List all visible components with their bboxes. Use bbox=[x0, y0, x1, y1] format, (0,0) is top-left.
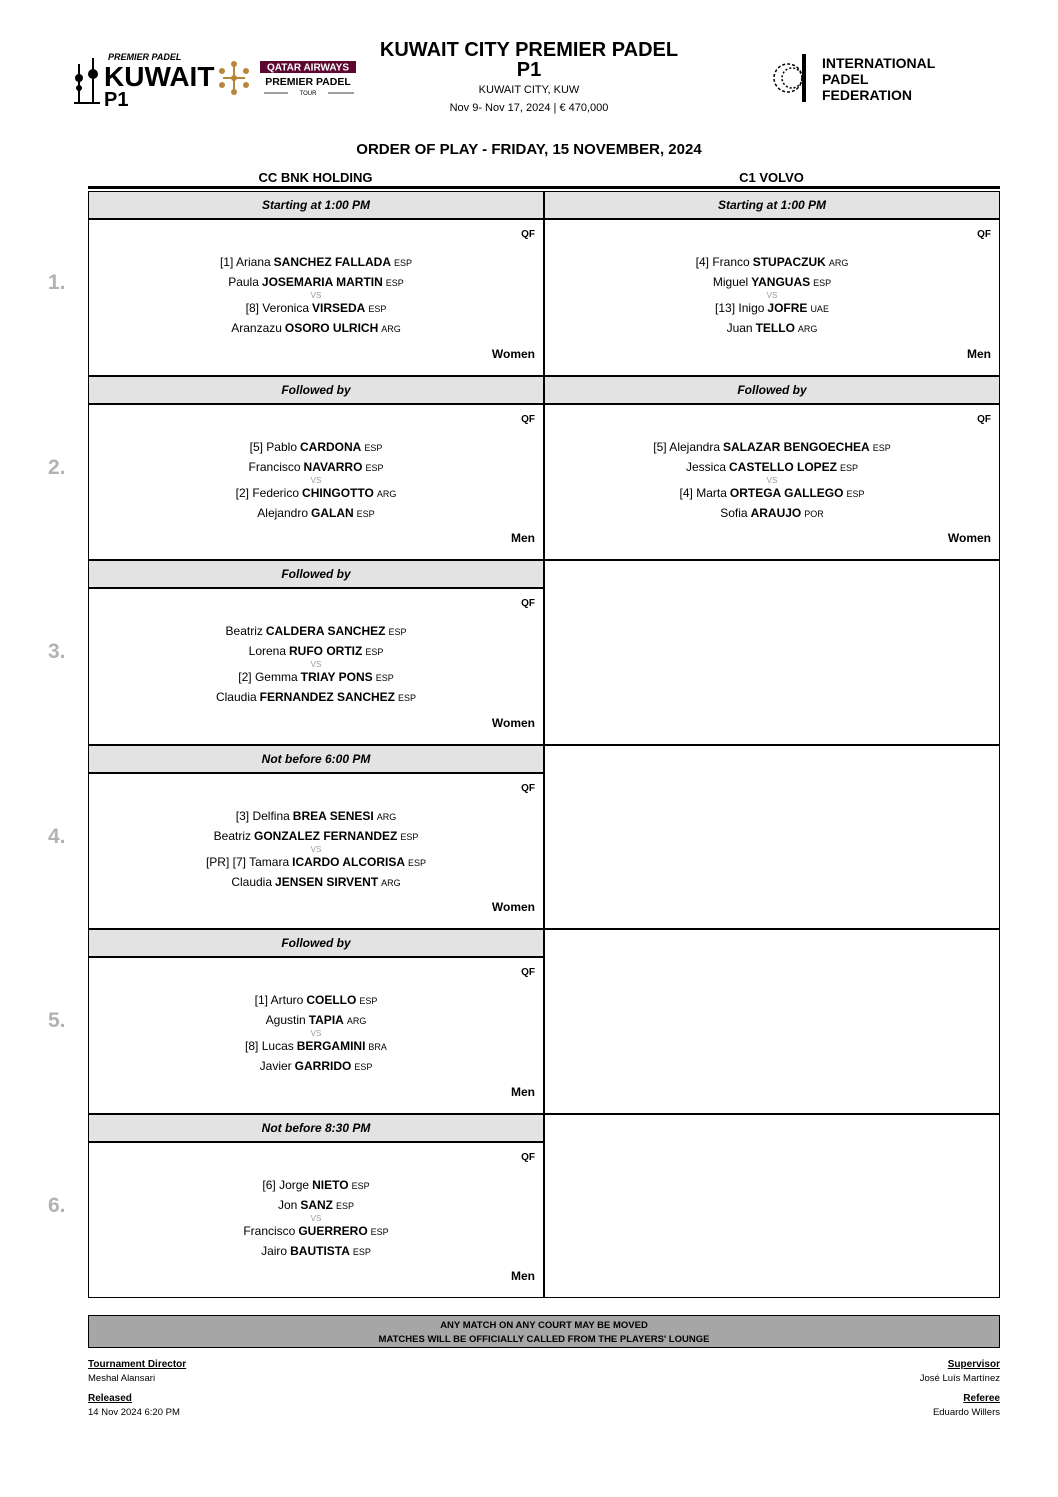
player-surname: TELLO bbox=[755, 321, 795, 335]
row-number: 6. bbox=[48, 1193, 66, 1217]
match-category: Men bbox=[511, 531, 535, 545]
player-surname: CASTELLO LOPEZ bbox=[729, 459, 837, 474]
match-players bbox=[89, 623, 543, 709]
referee-label: Referee bbox=[963, 1393, 1000, 1404]
match-category: Women bbox=[491, 900, 535, 914]
released-value: 14 Nov 2024 6:20 PM bbox=[88, 1407, 180, 1418]
match-round: QF bbox=[977, 229, 991, 240]
player-first-name: Jessica bbox=[685, 459, 726, 474]
match-cell-left bbox=[88, 376, 544, 561]
versus-label: VS bbox=[310, 660, 322, 669]
match-players bbox=[89, 254, 543, 340]
player-surname: JOSEMARIA MARTIN bbox=[261, 275, 383, 289]
player-surname: BERGAMINI bbox=[296, 1039, 366, 1053]
match-cell-left bbox=[88, 191, 544, 376]
player-surname: GONZALEZ FERNANDEZ bbox=[254, 828, 398, 843]
notice-line2: MATCHES WILL BE OFFICIALLY CALLED FROM THE PLAYERS' LOUNGE bbox=[378, 1334, 710, 1345]
player-first-name: [2] Federico bbox=[235, 485, 300, 500]
player-surname: OSORO ULRICH bbox=[284, 321, 379, 335]
match-start-time: Followed by bbox=[89, 930, 543, 958]
player-nationality: ESP bbox=[364, 442, 383, 453]
player bbox=[545, 320, 999, 340]
player-nationality: ARG bbox=[381, 877, 401, 888]
player-nationality: ESP bbox=[356, 508, 375, 519]
referee-name: Eduardo Willers bbox=[932, 1407, 1000, 1418]
qatar-line3: TOUR bbox=[299, 91, 317, 97]
match-players bbox=[545, 439, 999, 525]
match-start-time: Starting at 1:00 PM bbox=[89, 192, 543, 220]
player-first-name: [5] Pablo bbox=[249, 439, 297, 454]
match-category: Women bbox=[491, 346, 535, 361]
released-label: Released bbox=[88, 1393, 132, 1404]
match-start-time: Not before 8:30 PM bbox=[89, 1115, 543, 1143]
match-category: Women bbox=[947, 531, 991, 545]
row-number: 2. bbox=[48, 455, 66, 479]
match-round: QF bbox=[521, 1151, 535, 1163]
player bbox=[89, 254, 543, 274]
row-number: 5. bbox=[48, 1009, 66, 1032]
versus-label: VS bbox=[310, 475, 322, 485]
released-info bbox=[88, 1393, 180, 1418]
player-surname: NIETO bbox=[312, 1177, 349, 1192]
player-surname: SANZ bbox=[300, 1197, 333, 1212]
logo-left-sub: P1 bbox=[104, 89, 129, 111]
match-start-time: Followed by bbox=[89, 377, 543, 405]
player bbox=[545, 485, 999, 505]
match-start-time: Starting at 1:00 PM bbox=[545, 192, 999, 220]
player-nationality: ESP bbox=[365, 647, 384, 657]
player-surname: ARAUJO bbox=[750, 505, 802, 520]
player-nationality: ARG bbox=[346, 1016, 367, 1026]
player-nationality: ESP bbox=[359, 996, 378, 1006]
player-nationality: UAE bbox=[810, 304, 829, 314]
player-surname: GARRIDO bbox=[294, 1059, 352, 1073]
player-nationality: ARG bbox=[381, 324, 401, 334]
player-surname: TRIAY PONS bbox=[300, 670, 373, 684]
player-first-name: Miguel bbox=[712, 275, 749, 289]
match-start-time: Followed by bbox=[545, 377, 999, 405]
player-first-name: Juan bbox=[726, 321, 753, 335]
player-first-name: Aranzazu bbox=[231, 321, 282, 335]
player bbox=[89, 854, 543, 874]
match-round: QF bbox=[521, 782, 535, 794]
schedule-row bbox=[88, 376, 1000, 561]
player-surname: BREA SENESI bbox=[292, 808, 374, 823]
player-first-name: Francisco bbox=[248, 459, 301, 474]
player-nationality: ESP bbox=[408, 857, 427, 868]
versus-label: VS bbox=[310, 1213, 322, 1223]
player-surname: CARDONA bbox=[300, 439, 362, 454]
player bbox=[89, 439, 543, 459]
referee-info bbox=[933, 1393, 1000, 1418]
match-category: Men bbox=[511, 1084, 535, 1099]
player-surname: GALAN bbox=[311, 505, 354, 520]
empty-cell bbox=[544, 1114, 1000, 1299]
player bbox=[89, 992, 543, 1012]
player-nationality: ESP bbox=[351, 1180, 370, 1191]
player-surname: SALAZAR BENGOECHEA bbox=[723, 439, 870, 454]
player-first-name: [8] Lucas bbox=[245, 1039, 294, 1053]
player bbox=[545, 254, 999, 274]
player bbox=[89, 485, 543, 505]
tournament-location: KUWAIT CITY, KUW bbox=[478, 84, 580, 96]
match-cell-right bbox=[544, 191, 1000, 376]
row-number: 3. bbox=[48, 640, 66, 663]
player-first-name: Javier bbox=[259, 1059, 292, 1073]
match-players bbox=[89, 439, 543, 525]
ipf-line3: FEDERATION bbox=[822, 87, 912, 103]
player-first-name: [13] Inigo bbox=[715, 301, 765, 315]
player-nationality: ARG bbox=[828, 258, 849, 268]
match-round: QF bbox=[521, 598, 535, 609]
player-nationality: ARG bbox=[797, 324, 818, 334]
player-first-name: [1] Arturo bbox=[254, 993, 304, 1007]
player bbox=[545, 300, 999, 320]
player-surname: JENSEN SIRVENT bbox=[275, 874, 379, 889]
player-surname: COELLO bbox=[306, 993, 357, 1007]
player-nationality: ESP bbox=[846, 488, 865, 499]
ipf-line1: INTERNATIONAL bbox=[822, 55, 936, 71]
player-surname: TAPIA bbox=[308, 1013, 344, 1027]
versus-label: VS bbox=[310, 291, 322, 300]
player bbox=[89, 1058, 543, 1078]
row-number: 4. bbox=[48, 824, 66, 848]
schedule-row bbox=[88, 560, 1000, 745]
player-first-name: Claudia bbox=[231, 874, 273, 889]
player-nationality: ESP bbox=[400, 831, 419, 842]
player-nationality: ESP bbox=[872, 442, 891, 453]
player-first-name: Alejandro bbox=[257, 505, 308, 520]
supervisor-label: Supervisor bbox=[947, 1359, 1000, 1370]
player-surname: NAVARRO bbox=[303, 459, 363, 474]
player-first-name: Beatriz bbox=[225, 624, 263, 638]
court-name-right: C1 VOLVO bbox=[739, 170, 804, 185]
player-first-name: [3] Delfina bbox=[235, 808, 290, 823]
player-first-name: [8] Veronica bbox=[245, 301, 309, 315]
player bbox=[89, 1038, 543, 1058]
supervisor-info bbox=[920, 1359, 1000, 1384]
player bbox=[89, 689, 543, 709]
player-first-name: Sofia bbox=[720, 505, 748, 520]
player-first-name: Claudia bbox=[215, 690, 257, 704]
player-nationality: ESP bbox=[365, 462, 384, 473]
player-nationality: ARG bbox=[376, 811, 397, 822]
player-nationality: ESP bbox=[813, 278, 832, 288]
match-cell-left bbox=[88, 560, 544, 745]
player-nationality: ESP bbox=[354, 1062, 373, 1072]
player-surname: BAUTISTA bbox=[290, 1243, 350, 1258]
court-divider bbox=[88, 186, 1000, 189]
schedule-row bbox=[88, 1114, 1000, 1299]
player-surname: STUPACZUK bbox=[752, 255, 826, 269]
player-surname: VIRSEDA bbox=[312, 301, 366, 315]
schedule-row bbox=[88, 929, 1000, 1114]
player-nationality: BRA bbox=[368, 1042, 387, 1052]
player bbox=[89, 1243, 543, 1263]
player bbox=[89, 874, 543, 894]
empty-cell bbox=[544, 929, 1000, 1114]
notice-box bbox=[88, 1315, 1000, 1348]
versus-label: VS bbox=[310, 844, 322, 854]
player-first-name: Francisco bbox=[243, 1223, 296, 1238]
player-first-name: [4] Marta bbox=[679, 485, 727, 500]
player-first-name: [PR] [7] Tamara bbox=[205, 854, 290, 869]
player-nationality: ARG bbox=[376, 488, 397, 499]
match-players bbox=[545, 254, 999, 340]
versus-label: VS bbox=[766, 291, 778, 300]
player-first-name: Jon bbox=[277, 1197, 298, 1212]
tournament-dates-prize: Nov 9- Nov 17, 2024 | € 470,000 bbox=[449, 102, 609, 114]
player bbox=[89, 623, 543, 643]
player-nationality: ESP bbox=[388, 627, 407, 637]
match-start-time: Not before 6:00 PM bbox=[89, 746, 543, 774]
match-round: QF bbox=[977, 413, 991, 425]
tournament-director bbox=[88, 1359, 186, 1384]
player-surname: SANCHEZ FALLADA bbox=[273, 255, 391, 269]
qatar-line1: QATAR AIRWAYS bbox=[266, 62, 350, 74]
order-of-play-title: ORDER OF PLAY - FRIDAY, 15 NOVEMBER, 2024 bbox=[356, 141, 702, 158]
player bbox=[89, 808, 543, 828]
tournament-tier: P1 bbox=[516, 59, 542, 81]
qatar-line2: PREMIER PADEL bbox=[265, 76, 351, 88]
director-name: Meshal Alansari bbox=[88, 1373, 156, 1384]
ipf-logo bbox=[772, 50, 936, 106]
player-surname: GUERRERO bbox=[298, 1223, 368, 1238]
schedule-row bbox=[88, 745, 1000, 930]
player-surname: CHINGOTTO bbox=[302, 485, 374, 500]
player-surname: RUFO ORTIZ bbox=[289, 644, 363, 658]
player-nationality: ESP bbox=[840, 462, 859, 473]
player-first-name: Jairo bbox=[261, 1243, 288, 1258]
match-start-time: Followed by bbox=[89, 561, 543, 589]
match-round: QF bbox=[521, 413, 535, 425]
match-players bbox=[89, 808, 543, 894]
kuwait-p1-logo bbox=[70, 50, 215, 111]
versus-label: VS bbox=[766, 475, 778, 485]
match-round: QF bbox=[521, 229, 535, 240]
player bbox=[89, 505, 543, 525]
player-first-name: Paula bbox=[228, 275, 259, 289]
player-nationality: ESP bbox=[336, 1200, 355, 1211]
empty-cell bbox=[544, 745, 1000, 930]
player-surname: YANGUAS bbox=[751, 275, 811, 289]
match-round: QF bbox=[521, 967, 535, 978]
player-nationality: ESP bbox=[385, 278, 404, 288]
player bbox=[545, 439, 999, 459]
director-label: Tournament Director bbox=[88, 1359, 187, 1370]
match-category: Women bbox=[491, 715, 535, 730]
row-number: 1. bbox=[48, 271, 66, 294]
logo-left-main: KUWAIT bbox=[104, 61, 215, 92]
logo-left-top: PREMIER PADEL bbox=[108, 52, 182, 62]
player-first-name: Beatriz bbox=[213, 828, 251, 843]
player-nationality: ESP bbox=[394, 258, 413, 268]
player-nationality: ESP bbox=[352, 1246, 371, 1257]
match-cell-left bbox=[88, 929, 544, 1114]
player-surname: CALDERA SANCHEZ bbox=[265, 624, 386, 638]
supervisor-name: José Luís Martínez bbox=[919, 1373, 1000, 1384]
player-nationality: ESP bbox=[375, 673, 394, 683]
player-nationality: ESP bbox=[370, 1226, 389, 1237]
match-players bbox=[89, 1177, 543, 1263]
match-cell-left bbox=[88, 1114, 544, 1299]
player-nationality: ESP bbox=[398, 693, 417, 703]
ipf-line2: PADEL bbox=[822, 71, 869, 87]
versus-label: VS bbox=[310, 1029, 322, 1038]
player-nationality: ESP bbox=[368, 304, 387, 314]
player-surname: ICARDO ALCORISA bbox=[292, 854, 406, 869]
player-first-name: Agustin bbox=[265, 1013, 306, 1027]
player-nationality: POR bbox=[804, 508, 824, 519]
player-surname: ORTEGA GALLEGO bbox=[729, 485, 844, 500]
player bbox=[89, 1177, 543, 1197]
match-category: Men bbox=[967, 346, 991, 361]
player-first-name: [4] Franco bbox=[695, 255, 750, 269]
tournament-title: KUWAIT CITY PREMIER PADEL bbox=[379, 39, 679, 61]
player-first-name: [5] Alejandra bbox=[653, 439, 721, 454]
schedule-row bbox=[88, 191, 1000, 376]
match-players bbox=[89, 992, 543, 1078]
player-first-name: [6] Jorge bbox=[262, 1177, 310, 1192]
player bbox=[89, 1223, 543, 1243]
player bbox=[545, 505, 999, 525]
player bbox=[89, 320, 543, 340]
player-first-name: [2] Gemma bbox=[238, 670, 298, 684]
match-category: Men bbox=[511, 1269, 535, 1283]
empty-cell bbox=[544, 560, 1000, 745]
player bbox=[89, 669, 543, 689]
match-cell-left bbox=[88, 745, 544, 930]
tournament-header bbox=[330, 40, 728, 114]
player-surname: FERNANDEZ SANCHEZ bbox=[259, 690, 396, 704]
player bbox=[89, 300, 543, 320]
player-surname: JOFRE bbox=[767, 301, 808, 315]
player-first-name: [1] Ariana bbox=[219, 255, 271, 269]
match-cell-right bbox=[544, 376, 1000, 561]
notice-line1: ANY MATCH ON ANY COURT MAY BE MOVED bbox=[440, 1320, 648, 1331]
court-name-left: CC BNK HOLDING bbox=[258, 170, 373, 185]
player-first-name: Lorena bbox=[248, 644, 287, 658]
